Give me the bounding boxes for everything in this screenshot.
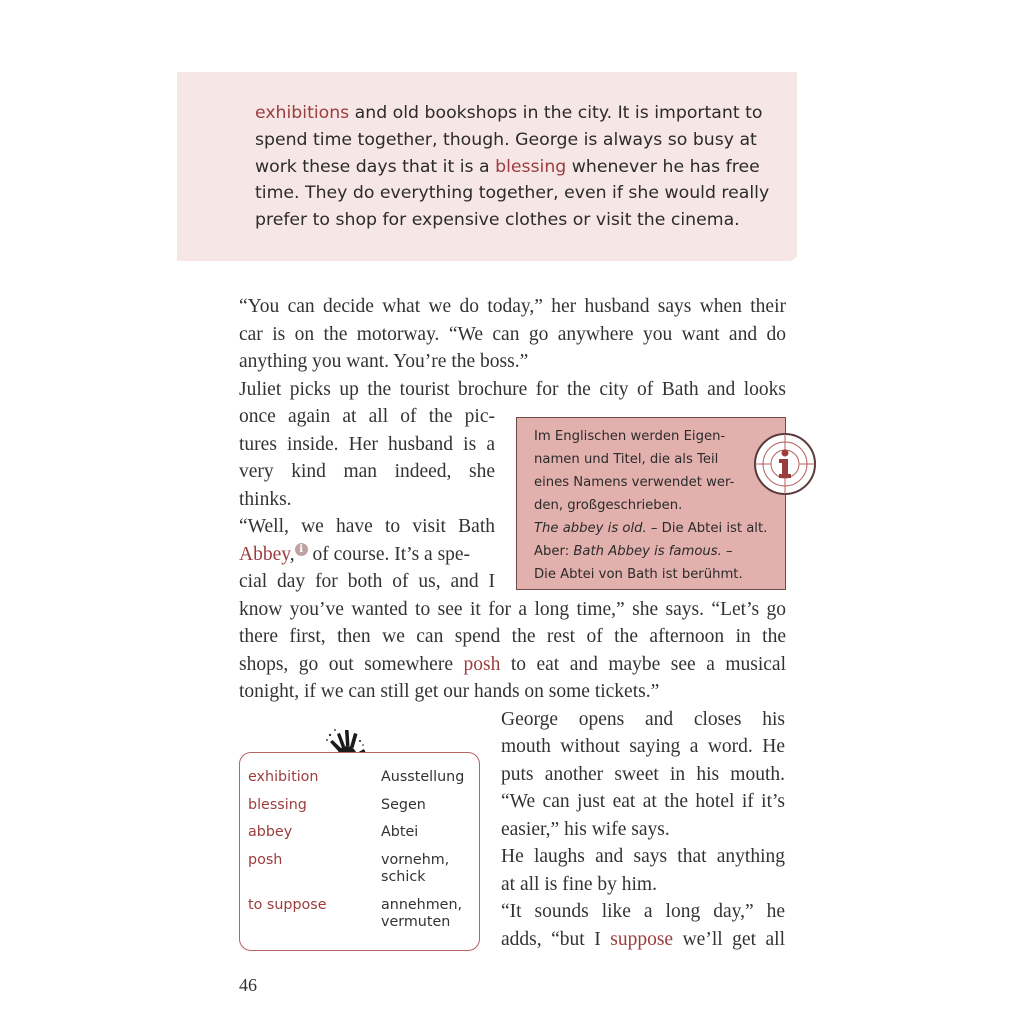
- text-segment: of course. It’s a spe-: [307, 543, 471, 565]
- story-line: tures inside. Her husband is a: [239, 433, 495, 455]
- story-line: [239, 623, 786, 650]
- text-segment: spend time together, though. George is always so busy at: [255, 129, 757, 150]
- text-segment: to eat and maybe see a musical: [500, 653, 786, 675]
- story-line: [501, 733, 785, 760]
- vocab-highlight: Abbey: [239, 543, 290, 565]
- vocab-german: Abtei: [381, 824, 419, 840]
- vocab-german: annehmen,: [381, 897, 463, 913]
- text-segment: tonight, if we can still get our hands on some tickets.”: [239, 681, 660, 702]
- story-line: [501, 871, 657, 898]
- info-line: Die Abtei von Bath ist berühmt.: [534, 567, 743, 582]
- intro-line: [255, 100, 775, 127]
- text-segment: at all is fine by him.: [501, 873, 657, 895]
- story-line: “You can decide what we do today,” her husband says when their: [239, 296, 786, 317]
- story-line: car is on the motorway. “We can go anywhere you want and do: [239, 323, 786, 345]
- story-line: [501, 788, 785, 815]
- text-segment: adds, “but I: [501, 928, 611, 950]
- info-line: den, großgeschrieben.: [534, 498, 683, 513]
- footnote-info-marker[interactable]: i: [295, 543, 308, 556]
- text-segment: shops, go out somewhere: [239, 653, 464, 675]
- story-line: [501, 898, 785, 925]
- info-icon: [753, 432, 817, 496]
- info-example-prefix: Aber:: [534, 544, 574, 559]
- text-segment: mouth without saying a word. He: [501, 736, 785, 757]
- text-segment: work these days that it is a: [255, 156, 496, 177]
- info-line: Im Englischen werden Eigen-: [534, 429, 726, 444]
- vocab-german: Segen: [381, 796, 426, 813]
- text-segment: whenever he has free: [566, 156, 760, 177]
- story-line: [239, 651, 786, 678]
- vocab-english: to suppose: [248, 897, 327, 913]
- vocab-english: blessing: [248, 796, 307, 813]
- info-line: namen und Titel, die als Teil: [534, 452, 719, 467]
- story-line: [501, 706, 785, 733]
- intro-line: [255, 127, 775, 154]
- story-line: [239, 541, 495, 568]
- info-line: eines Namens verwendet wer-: [534, 475, 735, 490]
- vocab-english: posh: [248, 851, 283, 868]
- story-line: anything you want. You’re the boss.”: [239, 351, 529, 372]
- story-line: [501, 816, 670, 843]
- story-line: [501, 926, 785, 953]
- info-example-de: – Die Abtei ist alt.: [646, 521, 768, 536]
- text-segment: George opens and closes his: [501, 708, 785, 730]
- story-line: very kind man indeed, she: [239, 461, 495, 482]
- intro-text: [255, 100, 775, 234]
- info-example-1: [534, 517, 767, 540]
- vocab-german: schick: [381, 868, 426, 885]
- text-segment: “It sounds like a long day,” he: [501, 901, 785, 922]
- text-segment: ,: [289, 543, 295, 565]
- text-segment: easier,” his wife says.: [501, 818, 670, 840]
- vocab-highlight: suppose: [610, 928, 674, 950]
- page-number: 46: [239, 975, 257, 995]
- text-segment: there first, then we can spend the rest of the afternoon in the: [239, 626, 786, 647]
- story-line: [239, 596, 786, 623]
- vocab-highlight: posh: [463, 653, 501, 675]
- story-line: [501, 761, 785, 788]
- text-segment: time. They do everything together, even if she would really: [255, 183, 770, 204]
- intro-line: [255, 154, 775, 181]
- text-segment: we’ll get all: [673, 928, 785, 950]
- story-line: [239, 678, 659, 705]
- story-line: Juliet picks up the tourist brochure for the city of Bath and looks: [239, 378, 786, 400]
- vocab-highlight: blessing: [495, 156, 567, 177]
- intro-line: [255, 207, 775, 234]
- vocabulary-box: [239, 752, 480, 951]
- story-line: thinks.: [239, 488, 292, 510]
- story-line: once again at all of the pic-: [239, 406, 495, 427]
- story-line: [501, 843, 785, 870]
- intro-line: [255, 180, 775, 207]
- info-example-2: [534, 540, 767, 563]
- vocab-english: abbey: [248, 824, 293, 840]
- intro-text-box: [177, 72, 797, 261]
- vocab-german: vermuten: [381, 914, 451, 930]
- info-example-en: Bath Abbey is famous.: [573, 544, 722, 559]
- info-example-dash: –: [721, 544, 733, 559]
- vocab-highlight: exhibitions: [255, 103, 350, 123]
- info-example-en: The abbey is old.: [534, 521, 647, 536]
- vocab-german: vornehm,: [381, 851, 450, 868]
- story-line: cial day for both of us, and I: [239, 571, 495, 592]
- text-segment: He laughs and says that anything: [501, 846, 785, 867]
- grammar-info-box: [516, 417, 786, 590]
- vocab-english: exhibition: [248, 769, 319, 785]
- text-segment: prefer to shop for expensive clothes or visit the cinema.: [255, 210, 740, 231]
- text-segment: know you’ve wanted to see it for a long time,” she says. “Let’s go: [239, 598, 786, 620]
- text-segment: puts another sweet in his mouth.: [501, 763, 785, 785]
- story-line: “Well, we have to visit Bath: [239, 516, 495, 537]
- text-segment: and old bookshops in the city. It is important to: [349, 103, 763, 123]
- text-segment: “We can just eat at the hotel if it’s: [501, 791, 785, 812]
- vocab-german: Ausstellung: [381, 769, 465, 785]
